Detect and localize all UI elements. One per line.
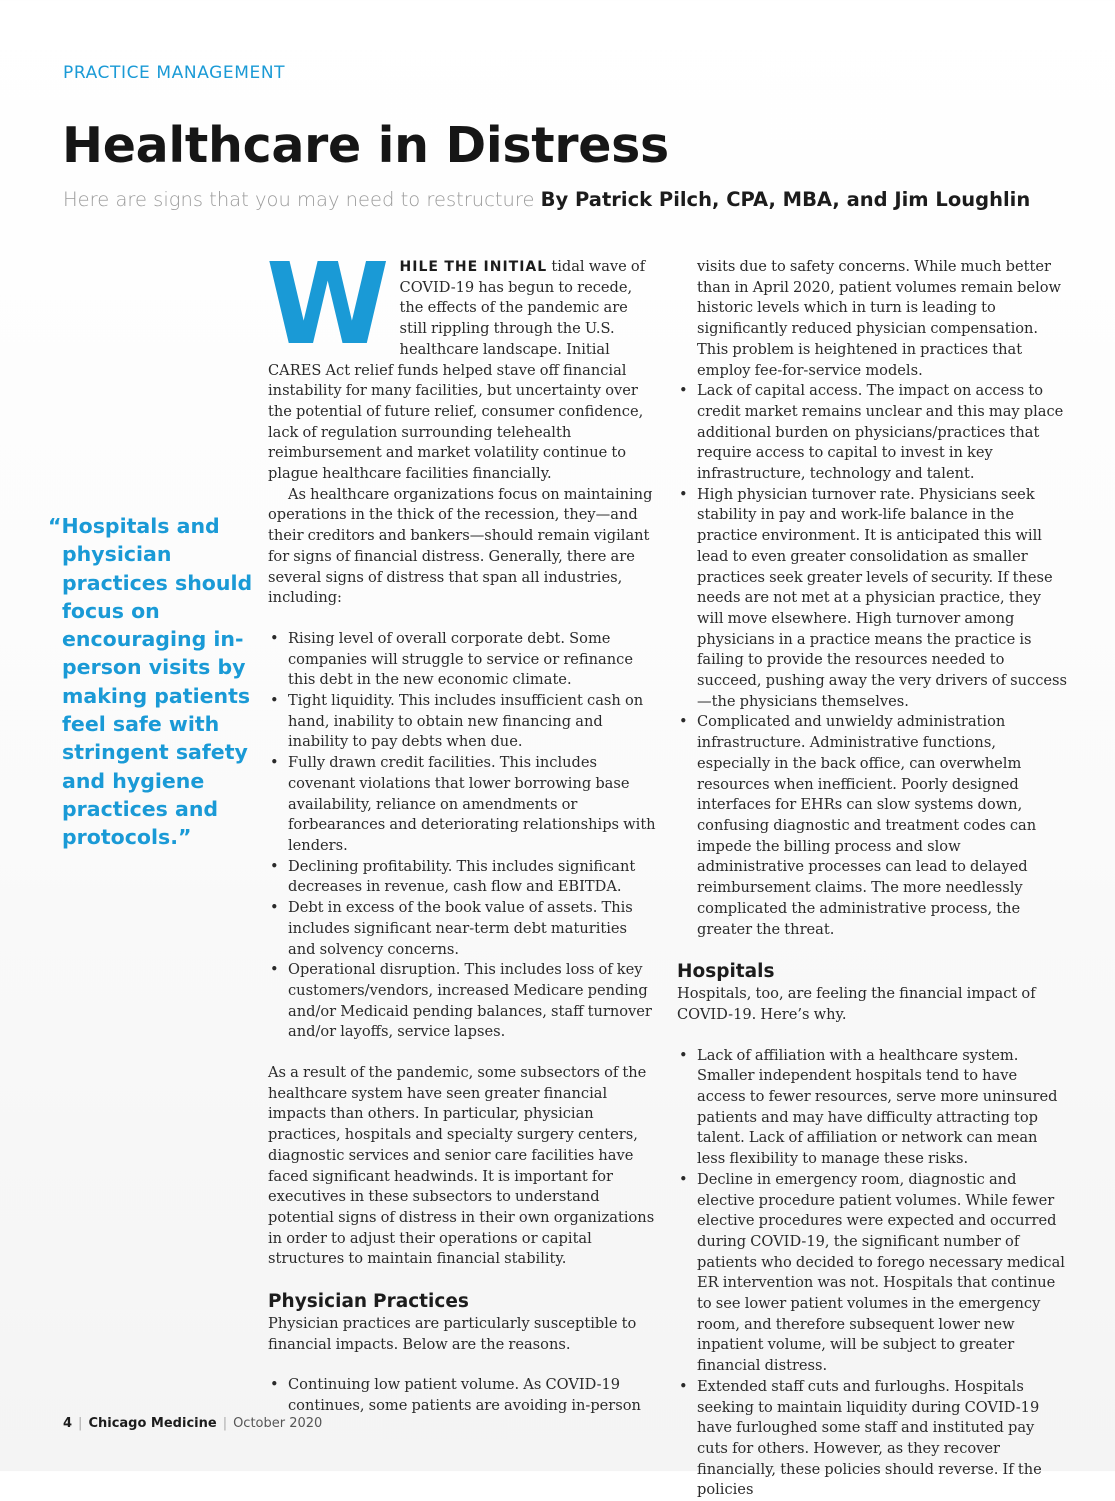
paragraph-text: tidal wave of COVID-19 has begun to recede, the effects of the pandemic are still rippling through the U.S. healthcare landscape. Initial CARES Act relief funds helped stave off financial instability for many facilities, but uncertainty over the potential of future relief, consumer confidence, lack of regulation surrounding telehealth reimbursement and market volatility continue to plague healthcare facilities financially. bbox=[268, 258, 646, 483]
list-item: • Complicated and unwieldy administration infrastructure. Administrative functions, especially in the back office, can overwhelm resources when inefficient. Poorly designed interfaces for EHRs can slow systems down, confusing diagnostic and treatment codes can impede the billing process and slow administrative processes can lead to delayed reimbursement claims. The more needlessly complicated the administrative process, the greater the threat. bbox=[677, 712, 1067, 940]
list-item: • Lack of capital access. The impact on access to credit market remains unclear and this may place additional burden on physicians/practices that require access to capital to invest in key infrastructure, technology and talent. bbox=[677, 381, 1067, 485]
distress-signs-list bbox=[268, 629, 658, 1043]
physician-list bbox=[268, 1375, 658, 1416]
list-item: • Rising level of overall corporate debt. Some companies will struggle to service or refinance this debt in the new economic climate. bbox=[268, 629, 658, 691]
list-item: • Continuing low patient volume. As COVID-19 continues, some patients are avoiding in-person bbox=[268, 1375, 658, 1416]
article-subtitle: Here are signs that you may need to restructure bbox=[63, 188, 541, 211]
paragraph: Physician practices are particularly susceptible to financial impacts. Below are the reasons. bbox=[268, 1315, 637, 1353]
article-title: Healthcare in Distress bbox=[62, 117, 669, 174]
paragraph: As a result of the pandemic, some subsectors of the healthcare system have seen greater financial impacts than others. In particular, physician practices, hospitals and specialty surgery centers, diagnostic services and senior care facilities have faced significant headwinds. It is important for executives in these subsectors to understand potential signs of distress in their own organizations in order to adjust their operations or capital structures to maintain financial stability. bbox=[268, 1064, 655, 1268]
list-item-continued: visits due to safety concerns. While much better than in April 2020, patient volumes remain below historic levels which in turn is leading to significantly reduced physician compensation. This problem is heightened in practices that employ fee-for-service models. bbox=[697, 258, 1062, 379]
paragraph: As healthcare organizations focus on maintaining operations in the thick of the recession, they—and their creditors and bankers—should remain vigilant for signs of financial distress. Generally, there are several signs of distress that span all industries, including: bbox=[268, 485, 653, 607]
section-label: PRACTICE MANAGEMENT bbox=[63, 63, 286, 83]
page-footer: 4 | Chicago Medicine | October 2020 bbox=[63, 1416, 323, 1431]
list-item: • Decline in emergency room, diagnostic and elective procedure patient volumes. While fewer elective procedures were expected and occurred during COVID-19, the significant number of patients who decided to forego necessary medical ER intervention was not. Hospitals that continue to see lower patient volumes in the emergency room, and therefore subsequent lower new inpatient volume, will be subject to greater financial distress. bbox=[677, 1170, 1067, 1377]
list-item: • Declining profitability. This includes significant decreases in revenue, cash flow and EBITDA. bbox=[268, 857, 658, 898]
article-deck bbox=[63, 186, 1063, 213]
body-column-2 bbox=[677, 257, 1067, 1501]
article-byline: By Patrick Pilch, CPA, MBA, and Jim Loughlin bbox=[540, 188, 1031, 211]
drop-cap: W bbox=[266, 240, 390, 370]
page-number: 4 bbox=[63, 1416, 73, 1431]
paragraph: Hospitals, too, are feeling the financial impact of COVID-19. Here’s why. bbox=[677, 985, 1036, 1023]
issue-date: October 2020 bbox=[233, 1416, 323, 1431]
physician-list-continued bbox=[677, 257, 1067, 940]
list-item: • High physician turnover rate. Physicians seek stability in pay and work-life balance in the practice environment. It is anticipated this will lead to even greater consolidation as smaller practices seek greater levels of security. If these needs are not met at a physician practice, they will move elsewhere. High turnover among physicians in a practice means the practice is failing to provide the resources needed to succeed, pushing away the very drivers of success—the physicians themselves. bbox=[677, 485, 1067, 713]
body-column-1 bbox=[266, 240, 658, 1417]
pull-quote: “Hospitals and physician practices should focus on encouraging in-person visits by making patients feel safe with stringent safety and hygiene practices and protocols.” bbox=[48, 514, 253, 850]
list-item: • Fully drawn credit facilities. This includes covenant violations that lower borrowing base availability, reliance on amendments or forbearances and deteriorating relationships with lenders. bbox=[268, 753, 658, 857]
intro-paragraph bbox=[266, 240, 658, 485]
list-item: • Tight liquidity. This includes insufficient cash on hand, inability to obtain new financing and inability to pay debts when due. bbox=[268, 691, 658, 753]
hospital-list bbox=[677, 1046, 1067, 1501]
lead-in: HILE THE INITIAL bbox=[399, 259, 548, 275]
subhead-physician-practices: Physician Practices bbox=[268, 1291, 469, 1313]
publication-name: Chicago Medicine bbox=[88, 1416, 217, 1431]
list-item: • Extended staff cuts and furloughs. Hospitals seeking to maintain liquidity during COVID-19 have furloughed some staff and instituted pay cuts for others. However, as they recover financially, these policies should reverse. If the policies bbox=[677, 1377, 1067, 1501]
list-item: • Operational disruption. This includes loss of key customers/vendors, increased Medicare pending and/or Medicaid pending balances, staff turnover and/or layoffs, service lapses. bbox=[268, 960, 658, 1043]
list-item: • Lack of affiliation with a healthcare system. Smaller independent hospitals tend to have access to fewer resources, serve more uninsured patients and may have difficulty attracting top talent. Lack of affiliation or network can mean less flexibility to manage these risks. bbox=[677, 1046, 1067, 1170]
subhead-hospitals: Hospitals bbox=[677, 961, 775, 983]
list-item: • Debt in excess of the book value of assets. This includes significant near-term debt maturities and solvency concerns. bbox=[268, 898, 658, 960]
